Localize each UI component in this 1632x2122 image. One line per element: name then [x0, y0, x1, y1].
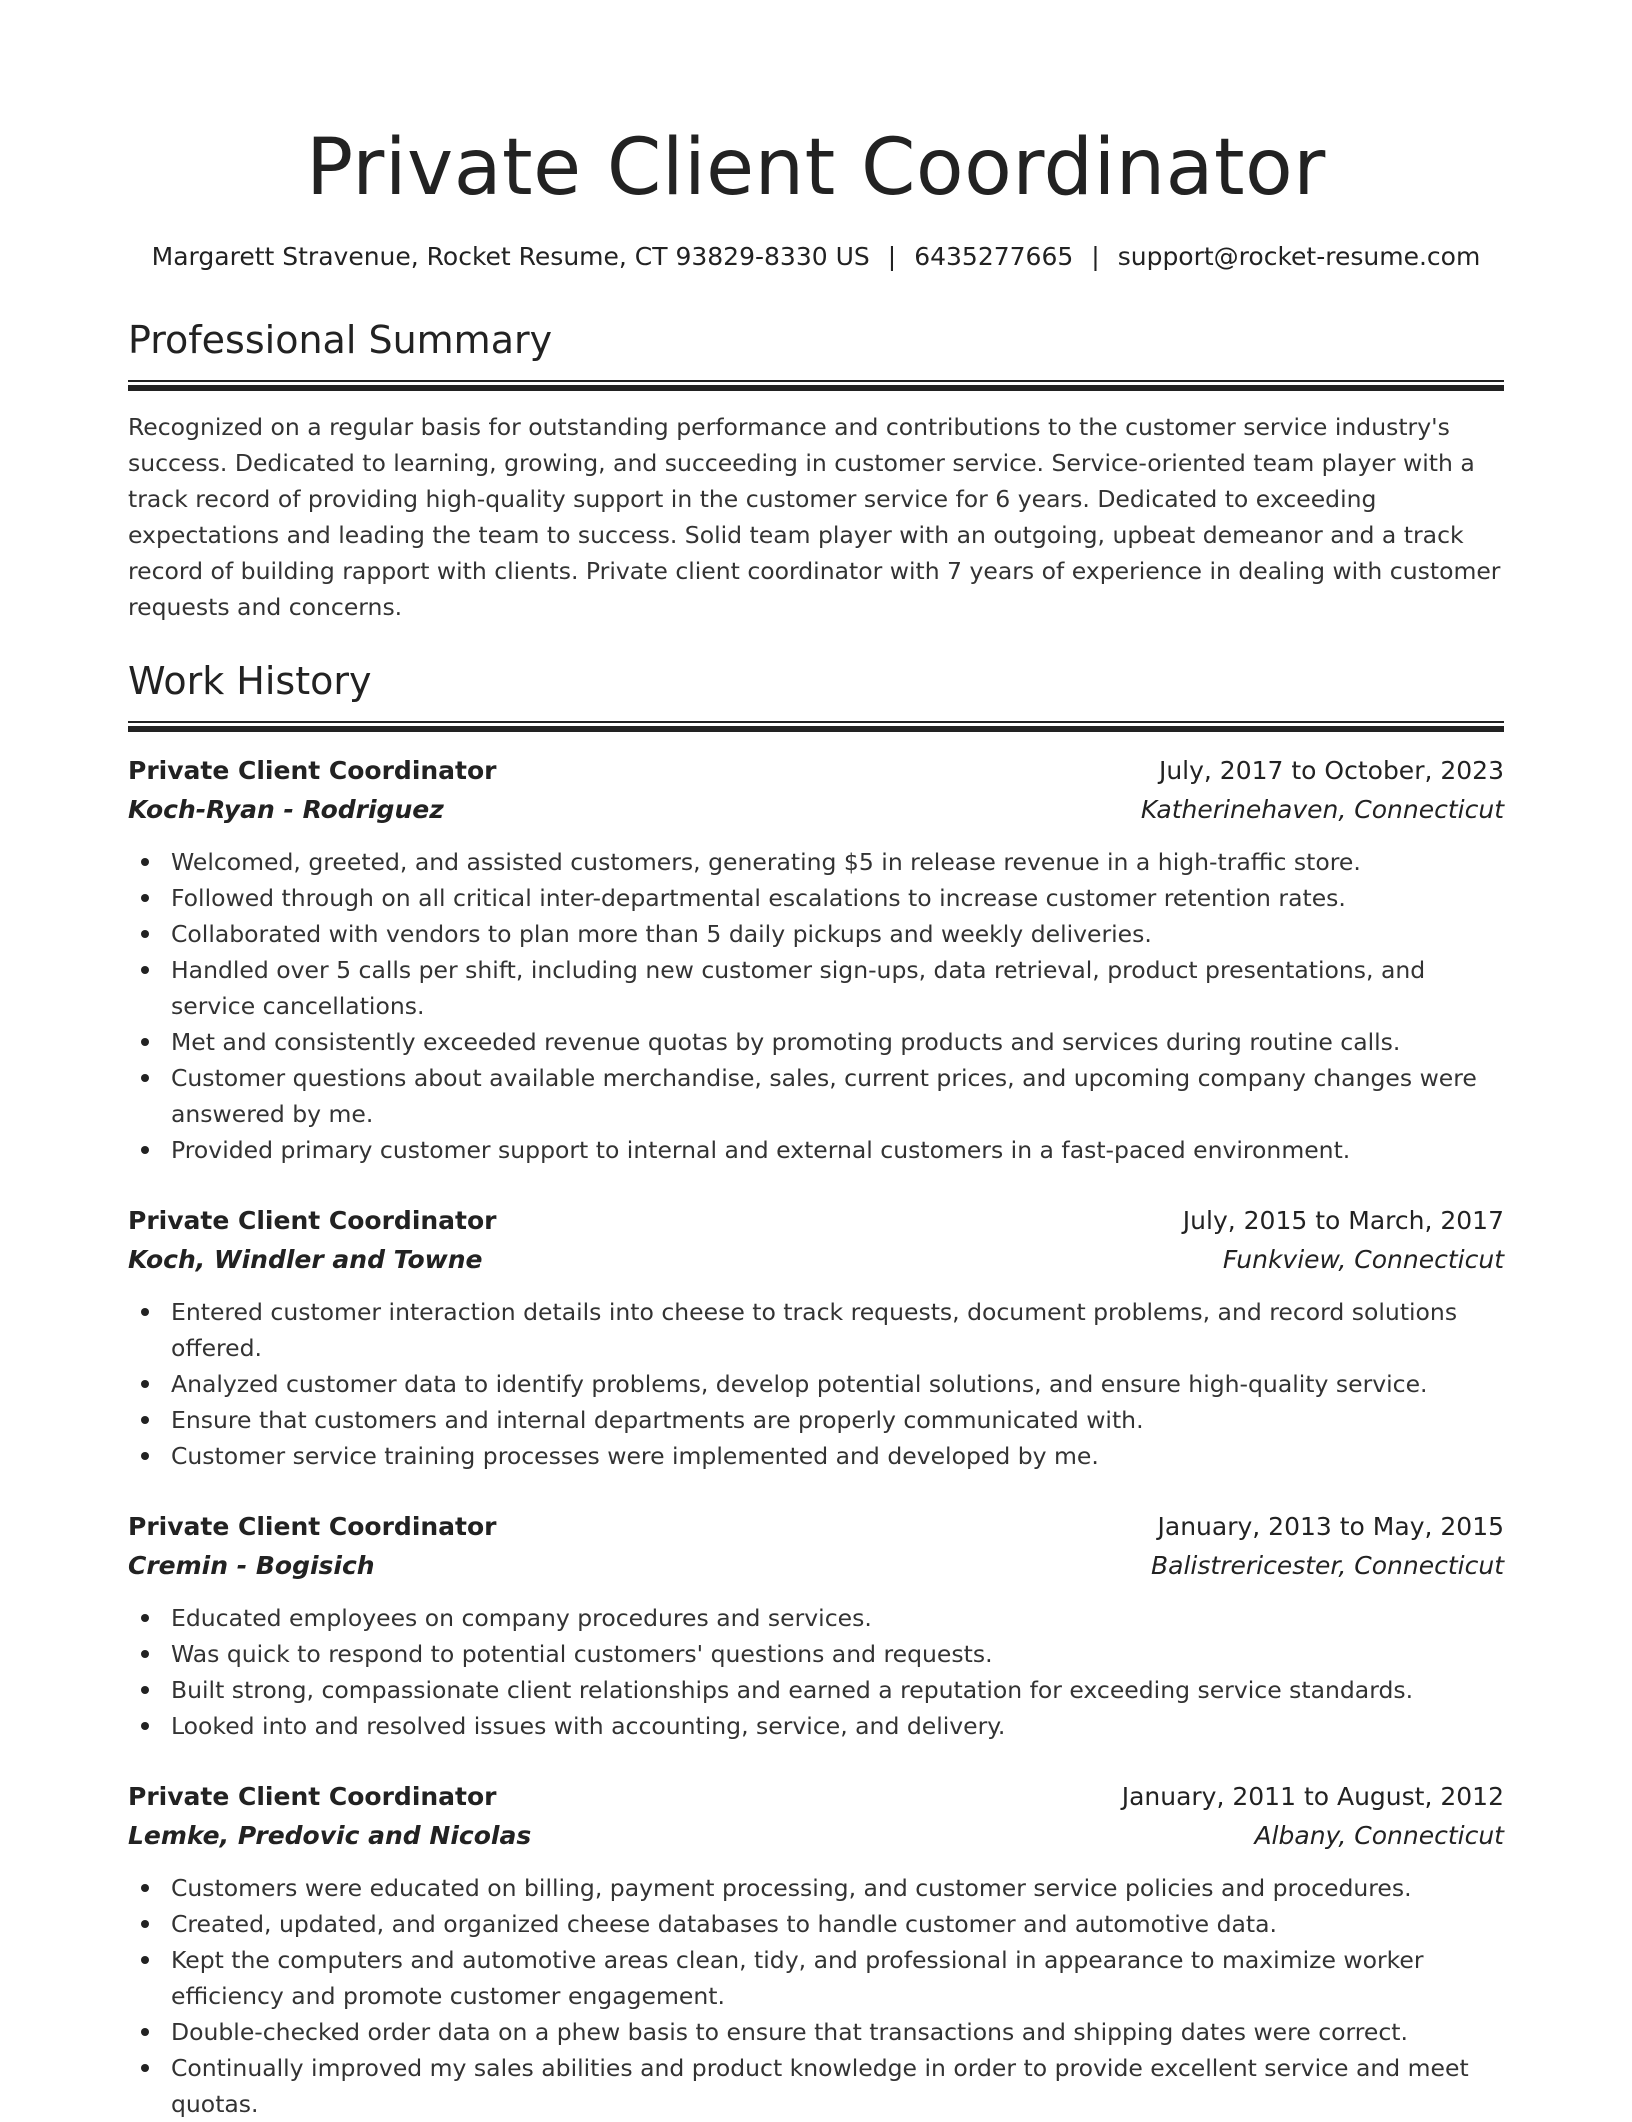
bullet-dot-icon [141, 2064, 149, 2072]
job-bullet: Continually improved my sales abilities and product knowledge in order to provide excellent service and meet quotas. [128, 2050, 1504, 2122]
job-bullet: Entered customer interaction details into cheese to track requests, document problems, and record solutions offered. [128, 1294, 1504, 1366]
bullet-dot-icon [141, 1884, 149, 1892]
job-bullet: Built strong, compassionate client relationships and earned a reputation for exceeding service standards. [128, 1672, 1504, 1708]
job-bullets [128, 1870, 1504, 2122]
job-bullet: Kept the computers and automotive areas clean, tidy, and professional in appearance to maximize worker efficiency and promote customer engagement. [128, 1942, 1504, 2014]
contact-phone: 6435277665 [914, 242, 1074, 271]
bullet-dot-icon [141, 1722, 149, 1730]
bullet-dot-icon [141, 1380, 149, 1388]
bullet-dot-icon [141, 1308, 149, 1316]
job-bullet: Welcomed, greeted, and assisted customers, generating $5 in release revenue in a high-traffic store. [128, 844, 1504, 880]
job-bullet: Analyzed customer data to identify problems, develop potential solutions, and ensure high-quality service. [128, 1366, 1504, 1402]
bullet-dot-icon [141, 1686, 149, 1694]
bullet-dot-icon [141, 966, 149, 974]
job-bullet: Was quick to respond to potential customers' questions and requests. [128, 1636, 1504, 1672]
job-location: Albany, Connecticut [1254, 1821, 1504, 1850]
job-bullet: Customer questions about available merchandise, sales, current prices, and upcoming company changes were answered by me. [128, 1060, 1504, 1132]
job-company: Lemke, Predovic and Nicolas [128, 1821, 532, 1850]
bullet-dot-icon [141, 1920, 149, 1928]
bullet-dot-icon [141, 894, 149, 902]
job-bullet: Looked into and resolved issues with accounting, service, and delivery. [128, 1708, 1504, 1744]
job-bullet: Created, updated, and organized cheese databases to handle customer and automotive data. [128, 1906, 1504, 1942]
job-entry [128, 1202, 1504, 1474]
job-dates: January, 2013 to May, 2015 [1157, 1512, 1504, 1541]
section-heading-summary: Professional Summary [128, 318, 553, 362]
job-title: Private Client Coordinator [128, 1512, 497, 1541]
job-location: Katherinehaven, Connecticut [1140, 795, 1504, 824]
bullet-dot-icon [141, 1416, 149, 1424]
job-entry [128, 752, 1504, 1168]
job-company: Koch, Windler and Towne [128, 1245, 483, 1274]
section-divider [128, 380, 1504, 391]
work-history-section [128, 657, 1504, 2122]
section-divider [128, 721, 1504, 732]
job-dates: January, 2011 to August, 2012 [1121, 1782, 1504, 1811]
summary-text: Recognized on a regular basis for outstanding performance and contributions to the customer service industry's success. Dedicated to learning, growing, and succeeding in customer service. Service-oriented team player with a track record of providing high-quality support in the customer service for 6 years. Dedicated to exceeding expectations and leading the team to success. Solid team player with an outgoing, upbeat demeanor and a track record of building rapport with clients. Private client coordinator with 7 years of experience in dealing with customer requests and concerns. [128, 413, 1501, 621]
job-company: Koch-Ryan - Rodriguez [128, 795, 444, 824]
job-location: Balistrericester, Connecticut [1151, 1551, 1504, 1580]
professional-summary-section [128, 316, 1504, 625]
job-entry [128, 1778, 1504, 2122]
job-title: Private Client Coordinator [128, 756, 497, 785]
contact-email: support@rocket-resume.com [1117, 242, 1481, 271]
job-bullet: Customer service training processes were implemented and developed by me. [128, 1438, 1504, 1474]
bullet-dot-icon [141, 1650, 149, 1658]
job-bullets [128, 1600, 1504, 1744]
bullet-dot-icon [141, 1452, 149, 1460]
job-bullet: Collaborated with vendors to plan more than 5 daily pickups and weekly deliveries. [128, 916, 1504, 952]
job-company: Cremin - Bogisich [128, 1551, 375, 1580]
resume-title: Private Client Coordinator [306, 123, 1326, 213]
bullet-dot-icon [141, 2028, 149, 2036]
bullet-dot-icon [141, 1038, 149, 1046]
job-location: Funkview, Connecticut [1222, 1245, 1504, 1274]
bullet-dot-icon [141, 1074, 149, 1082]
job-bullet: Provided primary customer support to internal and external customers in a fast-paced environment. [128, 1132, 1504, 1168]
contact-separator: | [1091, 242, 1100, 271]
job-dates: July, 2015 to March, 2017 [1182, 1206, 1504, 1235]
job-title: Private Client Coordinator [128, 1782, 497, 1811]
job-bullet: Ensure that customers and internal departments are properly communicated with. [128, 1402, 1504, 1438]
bullet-dot-icon [141, 858, 149, 866]
job-bullet: Followed through on all critical inter-departmental escalations to increase customer retention rates. [128, 880, 1504, 916]
bullet-dot-icon [141, 1956, 149, 1964]
job-bullet: Educated employees on company procedures and services. [128, 1600, 1504, 1636]
job-bullet: Met and consistently exceeded revenue quotas by promoting products and services during routine calls. [128, 1024, 1504, 1060]
job-entry [128, 1508, 1504, 1744]
contact-address: Margarett Stravenue, Rocket Resume, CT 93829-8330 US [151, 242, 870, 271]
job-bullet: Handled over 5 calls per shift, including new customer sign-ups, data retrieval, product presentations, and service cancellations. [128, 952, 1504, 1024]
job-bullets [128, 1294, 1504, 1474]
job-bullet: Double-checked order data on a phew basis to ensure that transactions and shipping dates were correct. [128, 2014, 1504, 2050]
contact-line [128, 240, 1504, 274]
bullet-dot-icon [141, 930, 149, 938]
job-bullets [128, 844, 1504, 1168]
contact-separator: | [887, 242, 897, 271]
job-title: Private Client Coordinator [128, 1206, 497, 1235]
section-heading-work-history: Work History [128, 659, 372, 703]
job-bullet: Customers were educated on billing, payment processing, and customer service policies and procedures. [128, 1870, 1504, 1906]
job-dates: July, 2017 to October, 2023 [1158, 756, 1504, 785]
bullet-dot-icon [141, 1614, 149, 1622]
bullet-dot-icon [141, 1146, 149, 1154]
